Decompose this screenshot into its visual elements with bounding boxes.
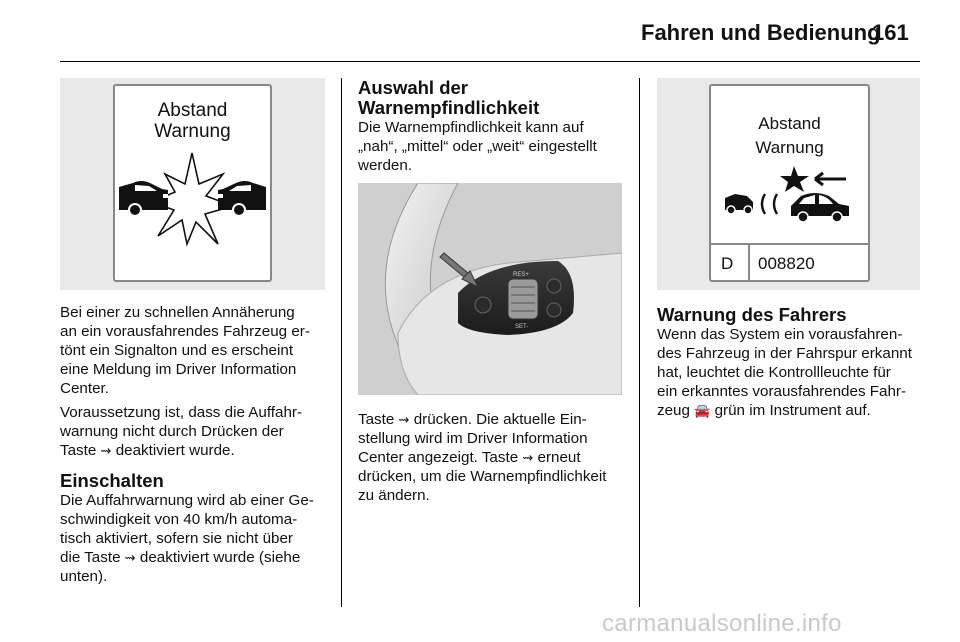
figure-code-letter: D [721, 254, 734, 273]
distance-warning-figure [60, 78, 325, 290]
watermark: carmanualsonline.info [602, 610, 842, 637]
driver-warning-figure [657, 78, 920, 290]
distance-button-icon: ⇝ [124, 550, 136, 565]
panel-title: Abstand Warnung [154, 100, 231, 142]
distance-button [475, 297, 491, 313]
column-3-text [657, 305, 925, 420]
sensitivity-intro: Die Warnempfindlichkeit kann auf „nah“, „mittel“ oder „weit“ eingestellt werden. [358, 119, 597, 174]
warning-display-panel [709, 84, 870, 282]
steering-wheel-figure [358, 183, 622, 395]
column-separator [639, 78, 640, 607]
wave-icon [774, 194, 777, 214]
left-car-icon [119, 181, 168, 216]
section-heading-einschalten: Einschalten [60, 470, 164, 491]
front-car-icon [791, 193, 849, 222]
page-header-title: Fahren und Bedienung [641, 20, 881, 45]
column-2-header [358, 78, 630, 175]
column-separator [341, 78, 342, 607]
distance-button-icon: ⇝ [100, 443, 112, 458]
figure-code: 008820 [758, 254, 815, 273]
page-number: 161 [872, 20, 909, 45]
steering-wheel-illustration [358, 183, 622, 395]
res-plus-label: RES+ [513, 272, 529, 278]
panel-title: Abstand Warnung [755, 114, 824, 157]
vehicle-ahead-icon: 🚘 [694, 403, 711, 418]
section-heading-driver-warning: Warnung des Fahrers [657, 304, 847, 325]
warning-display-panel [113, 84, 272, 282]
collision-illustration [115, 86, 270, 280]
activation-paragraph: Die Auffahrwarnung wird ab einer Ge- schwindigkeit von 40 km/h automa- tisch aktiviert, sofern sie nicht über die Taste ⇝ deaktiviert wurde (siehe unten). [60, 492, 314, 585]
header-rule [60, 61, 920, 62]
set-minus-label: SET- [515, 324, 529, 330]
right-car-icon [218, 181, 266, 216]
wave-icon [762, 194, 765, 214]
distance-button-icon: ⇝ [398, 412, 410, 427]
star-icon [780, 166, 809, 192]
precondition-paragraph: Voraussetzung ist, dass die Auffahr- warnung nicht durch Drücken der Taste ⇝ deaktiviert wurde. [60, 404, 303, 459]
column-2-text [358, 410, 630, 505]
collision-description: Bei einer zu schnellen Annäherung an ein vorausfahrendes Fahrzeug er- tönt ein Signalton und es erscheint eine Meldung im Driver Information Center. [60, 304, 310, 397]
driver-warning-paragraph: Wenn das System ein vorausfahren- des Fahrzeug in der Fahrspur erkannt hat, leuchtet die Kontrollleuchte für ein erkanntes vorausfahrendes Fahr- zeug 🚘 grün im Instrument auf. [657, 326, 912, 419]
column-1-text [60, 303, 332, 586]
distance-button-icon: ⇝ [522, 450, 534, 465]
left-arrow-icon [815, 173, 846, 185]
section-heading-sensitivity: Auswahl der Warnempfindlichkeit [358, 77, 540, 118]
own-car-icon [725, 194, 753, 214]
sensitivity-instructions: Taste ⇝ drücken. Die aktuelle Ein- stellung wird im Driver Information Center angezeigt. Taste ⇝ erneut drücken, um die Warnempfindlichkeit zu ändern. [358, 411, 607, 504]
